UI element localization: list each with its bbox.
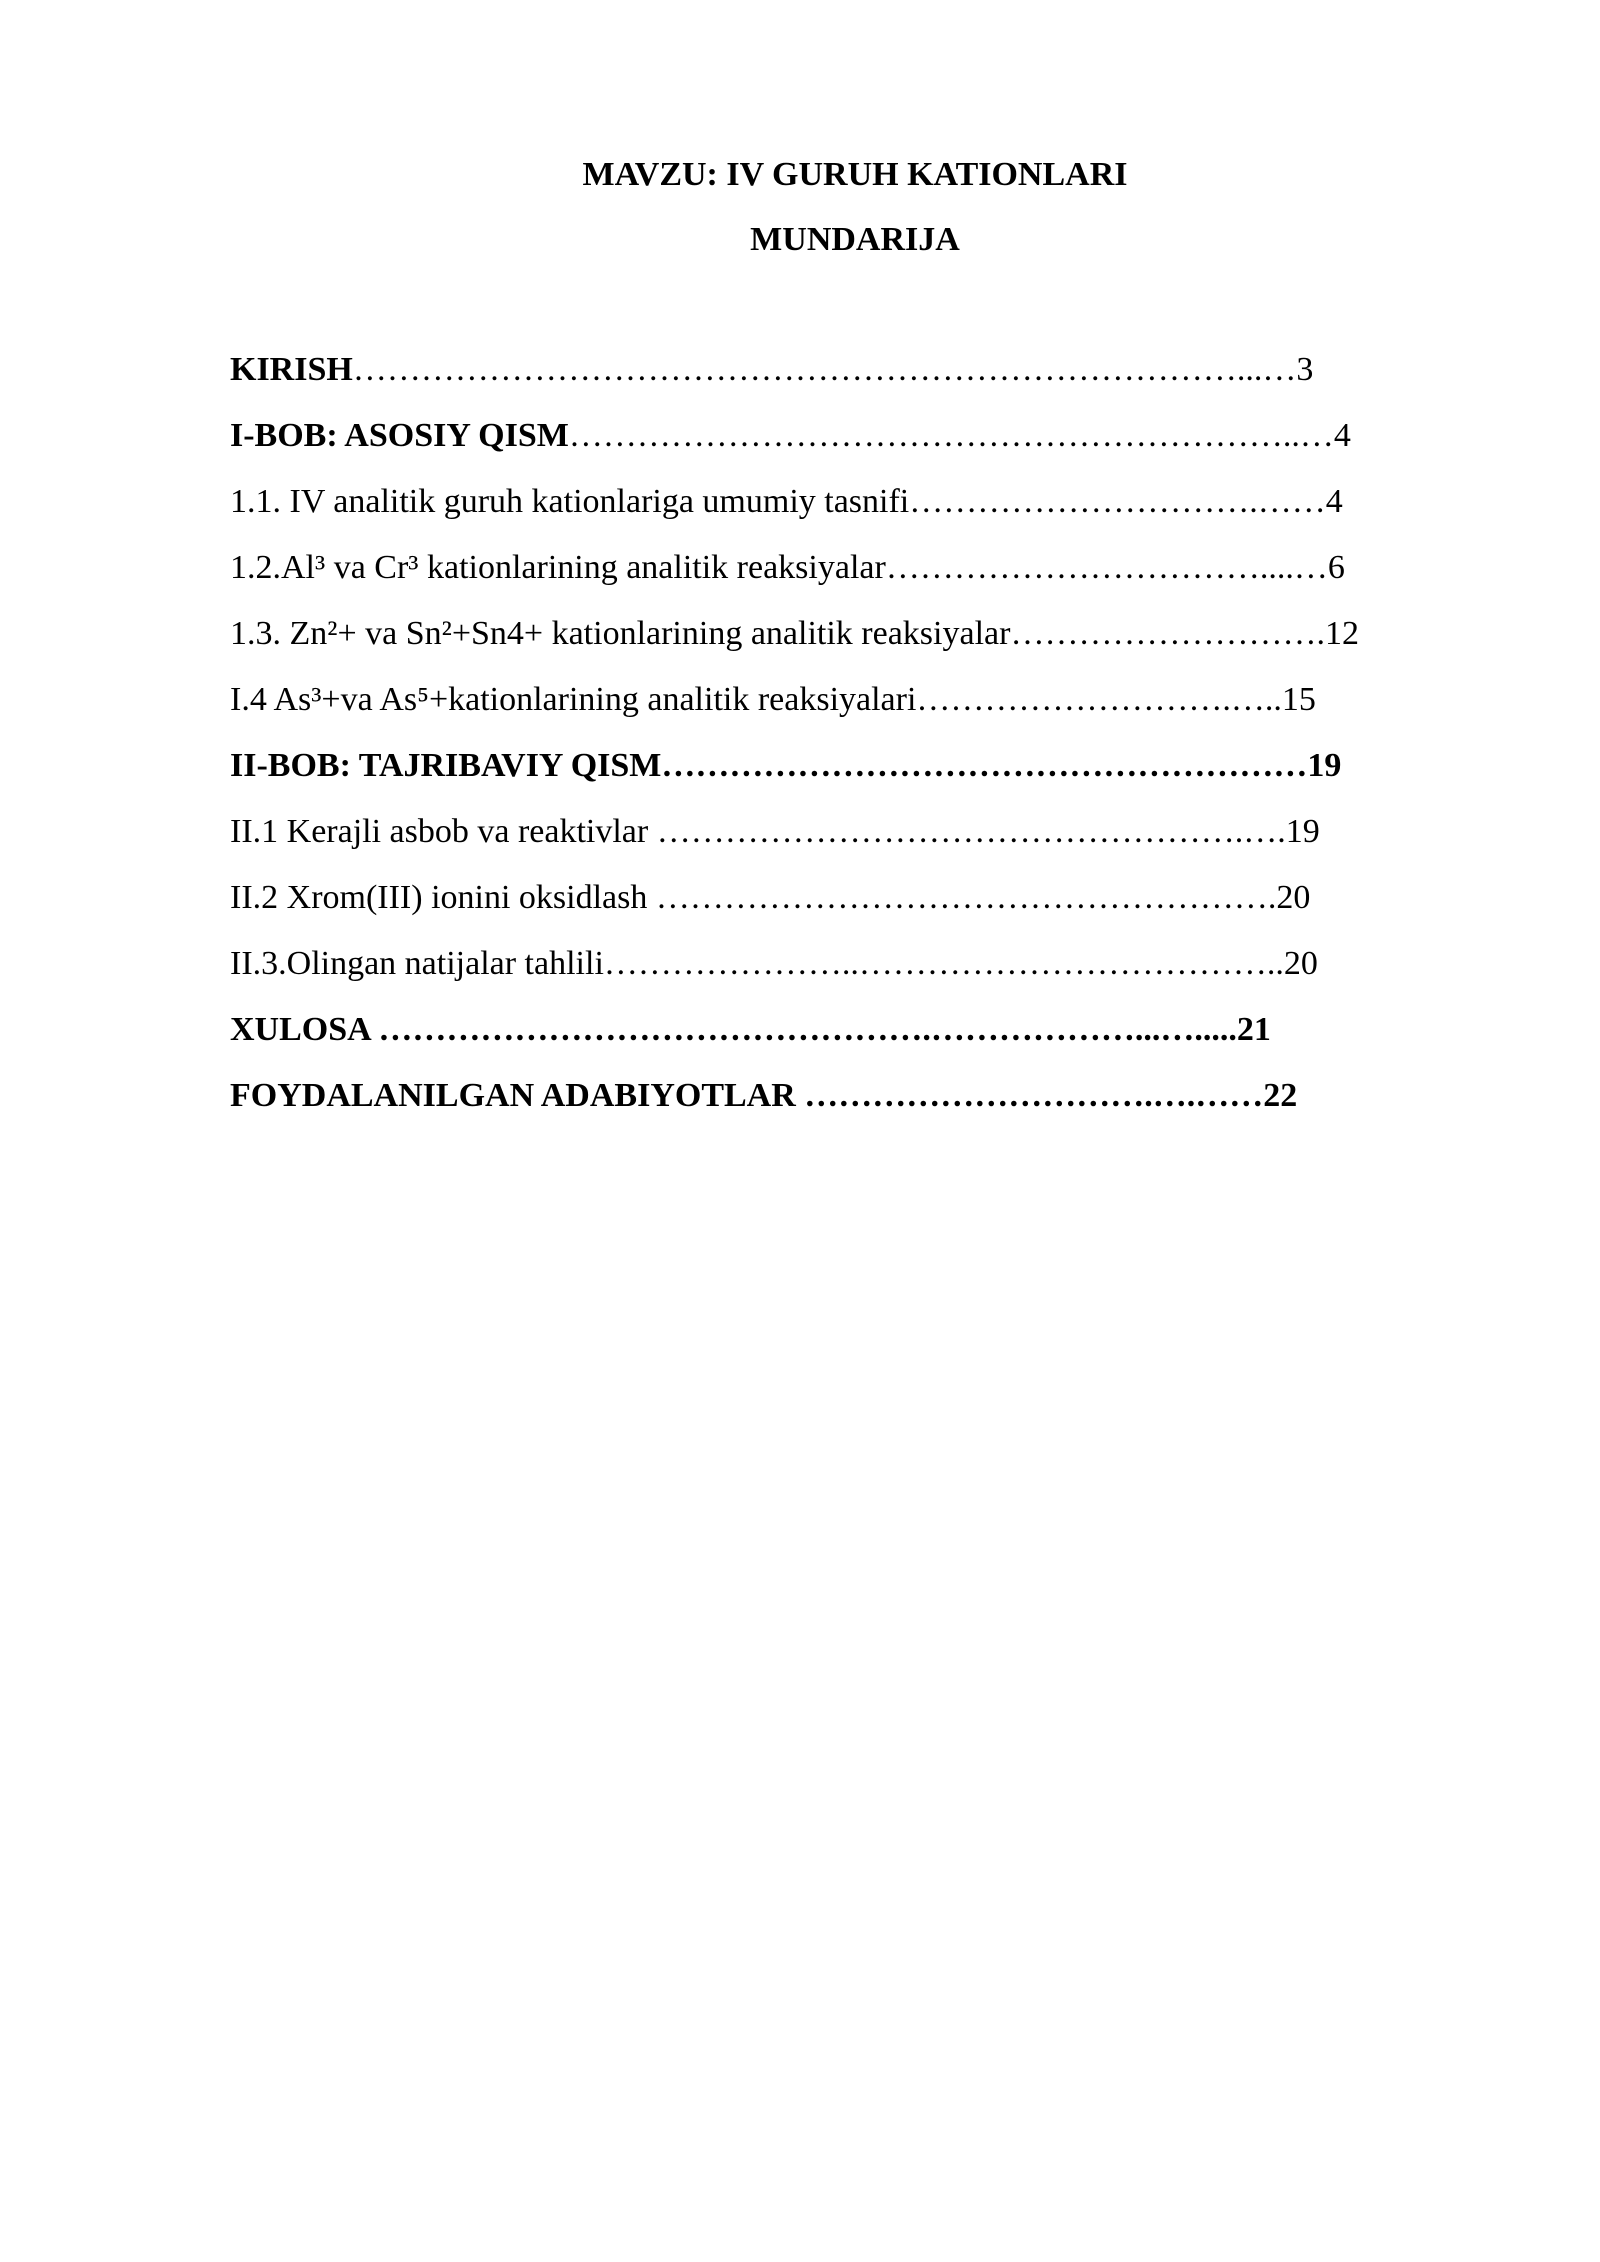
toc-entry-leader: ……………………………....… xyxy=(885,549,1328,586)
toc-entry-section-2-2 xyxy=(230,873,1530,939)
toc-entry-text: I-BOB: ASOSIY QISM xyxy=(230,417,569,454)
toc-entry-chapter-2 xyxy=(230,741,1530,807)
toc-entry-text: XULOSA xyxy=(230,1011,379,1048)
table-of-contents xyxy=(230,345,1530,1137)
toc-entry-page: 20 xyxy=(1283,945,1318,982)
toc-entry-page: 4 xyxy=(1333,417,1351,454)
toc-entry-page: 12 xyxy=(1324,615,1359,652)
document-title: MAVZU: IV GURUH KATIONLARI xyxy=(582,156,1128,193)
toc-entry-leader: …………………………………………….…. xyxy=(656,813,1286,850)
table-of-contents-heading: MUNDARIJA xyxy=(750,221,960,258)
toc-entry-section-1-3 xyxy=(230,609,1530,675)
toc-entry-leader: …………………..……………………………….. xyxy=(603,945,1284,982)
toc-entry-kirish xyxy=(230,345,1530,411)
toc-entry-text: II.2 Xrom(III) ionini oksidlash xyxy=(230,879,656,916)
toc-entry-leader: ………………………….….…… xyxy=(804,1077,1264,1114)
toc-entry-section-1-4 xyxy=(230,675,1530,741)
toc-entry-text: 1.1. IV analitik guruh kationlariga umumiy tasnifi xyxy=(230,483,910,520)
toc-entry-page: 15 xyxy=(1281,681,1316,718)
toc-entry-text: II.3.Olingan natijalar tahlili xyxy=(230,945,604,982)
toc-entry-chapter-1 xyxy=(230,411,1530,477)
toc-entry-leader: ……………………………………………………………………...… xyxy=(352,351,1297,388)
toc-entry-references xyxy=(230,1071,1530,1137)
toc-entry-text: 1.2.Al³ va Cr³ kationlarining analitik reaksiyalar xyxy=(230,549,886,586)
toc-entry-text: 1.3. Zn²+ va Sn²+Sn4+ kationlarining analitik reaksiyalar xyxy=(230,615,1011,652)
toc-entry-page: 19 xyxy=(1307,747,1342,784)
toc-entry-leader: ………………………………………………………..… xyxy=(568,417,1334,454)
toc-entry-text: KIRISH xyxy=(230,351,353,388)
toc-entry-text: II-BOB: TAJRIBAVIY QISM xyxy=(230,747,662,784)
toc-entry-page: 19 xyxy=(1285,813,1320,850)
toc-entry-section-2-3 xyxy=(230,939,1530,1005)
toc-entry-leader: ………………………………………………… xyxy=(661,747,1308,784)
toc-entry-leader: ………………………. xyxy=(1010,615,1325,652)
toc-entry-section-1-2 xyxy=(230,543,1530,609)
toc-entry-page: 22 xyxy=(1263,1077,1298,1114)
toc-entry-page: 20 xyxy=(1276,879,1311,916)
toc-entry-leader: ……………………….….. xyxy=(916,681,1282,718)
toc-entry-text: I.4 As³+va As⁵+kationlarining analitik reaksiyalari xyxy=(230,681,917,718)
toc-entry-page: 21 xyxy=(1236,1011,1271,1048)
toc-entry-leader: ………………………….…… xyxy=(909,483,1326,520)
toc-entry-page: 6 xyxy=(1327,549,1345,586)
toc-entry-leader: ………………………………………………. xyxy=(655,879,1277,916)
toc-entry-page: 3 xyxy=(1296,351,1314,388)
toc-entry-text: II.1 Kerajli asbob va reaktivlar xyxy=(230,813,657,850)
toc-entry-section-2-1 xyxy=(230,807,1530,873)
toc-entry-xulosa xyxy=(230,1005,1530,1071)
toc-entry-page: 4 xyxy=(1325,483,1343,520)
toc-entry-text: FOYDALANILGAN ADABIYOTLAR xyxy=(230,1077,805,1114)
toc-entry-section-1-1 xyxy=(230,477,1530,543)
toc-entry-leader: ………………………………………….………………...…..... xyxy=(378,1011,1237,1048)
